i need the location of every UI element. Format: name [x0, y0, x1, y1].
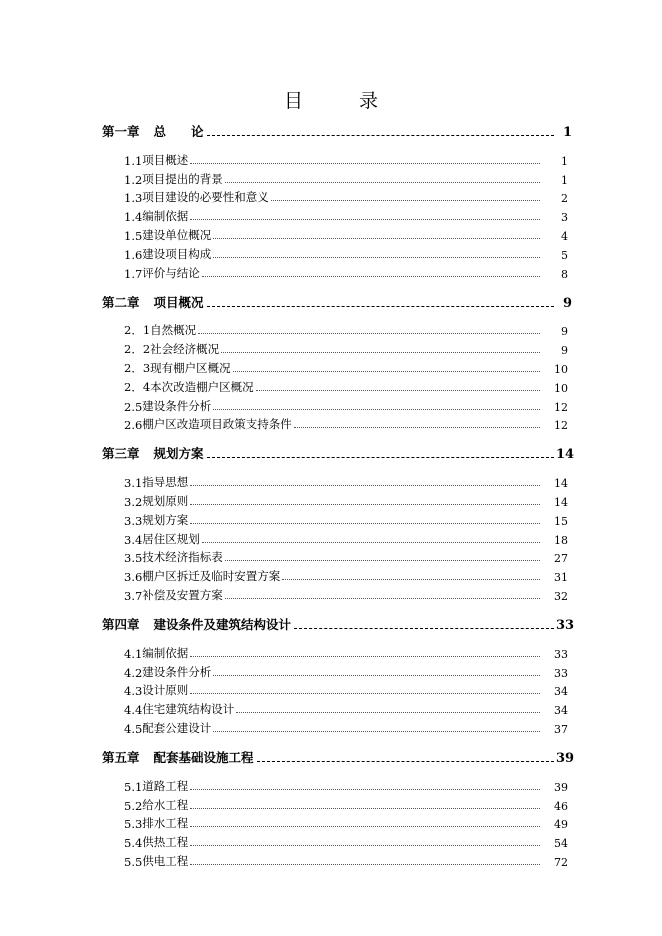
chapter-title: 项目概况	[153, 294, 204, 310]
leader-dots	[225, 598, 540, 599]
section-entry[interactable]	[102, 717, 568, 736]
section-title: 设计原则	[142, 683, 189, 698]
section-number: 3.3	[124, 513, 143, 528]
section-entry[interactable]	[102, 168, 568, 187]
section-number: 3.6	[124, 570, 143, 585]
leader-dots	[190, 485, 540, 486]
section-number: 5.4	[124, 836, 143, 851]
chapter-entry[interactable]	[102, 613, 575, 633]
chapter-entry[interactable]	[102, 120, 572, 140]
chapter-title: 建设条件及建筑结构设计	[153, 616, 292, 632]
section-title: 自然概况	[150, 323, 197, 338]
chapter-label: 第四章	[102, 616, 140, 632]
leader-dots	[190, 504, 540, 505]
section-title: 建设条件分析	[142, 664, 212, 679]
section-entry[interactable]	[102, 698, 568, 717]
section-entry[interactable]	[102, 565, 568, 584]
section-title: 道路工程	[142, 778, 189, 793]
section-page-number: 14	[554, 477, 568, 491]
section-number: 5.3	[124, 817, 143, 832]
leader-dots	[221, 352, 540, 353]
section-entry[interactable]	[102, 224, 568, 243]
leader-dots	[271, 200, 540, 201]
section-page-number: 12	[554, 400, 568, 414]
section-title: 现有棚户区概况	[150, 360, 231, 375]
leader-dots	[190, 845, 540, 846]
section-entry[interactable]	[102, 320, 568, 339]
leader-dots	[213, 731, 540, 732]
table-of-contents	[102, 120, 575, 875]
section-number: 4.1	[124, 646, 143, 661]
section-page-number: 10	[554, 381, 568, 395]
section-entry[interactable]	[102, 414, 568, 433]
section-title: 建设条件分析	[142, 398, 212, 413]
section-number: 4.2	[124, 665, 143, 680]
leader-line	[207, 457, 554, 458]
section-page-number: 33	[554, 666, 568, 680]
title-char-right: 录	[359, 90, 379, 112]
section-number: 2．3	[124, 360, 151, 375]
section-number: 3.2	[124, 494, 143, 509]
section-title: 项目提出的背景	[142, 171, 223, 186]
section-number: 2.5	[124, 399, 143, 414]
leader-dots	[225, 182, 540, 183]
section-number: 1.4	[124, 210, 143, 225]
section-title: 建设单位概况	[142, 227, 212, 242]
leader-dots	[202, 276, 540, 277]
section-number: 2．4	[124, 379, 151, 394]
section-title: 住宅建筑结构设计	[142, 702, 235, 717]
chapter-page-number: 9	[562, 295, 572, 311]
section-number: 2．2	[124, 342, 151, 357]
section-number: 1.5	[124, 228, 143, 243]
leader-dots	[190, 693, 540, 694]
section-page-number: 4	[561, 229, 568, 243]
chapter-label: 第五章	[102, 749, 140, 765]
section-number: 5.5	[124, 854, 143, 869]
section-entry[interactable]	[102, 338, 568, 357]
section-number: 2.6	[124, 418, 143, 433]
section-entry[interactable]	[102, 794, 568, 813]
leader-dots	[198, 333, 540, 334]
section-number: 5.1	[124, 779, 143, 794]
leader-dots	[294, 427, 540, 428]
section-page-number: 39	[554, 780, 568, 794]
leader-dots	[213, 675, 540, 676]
section-title: 编制依据	[142, 645, 189, 660]
section-number: 4.3	[124, 684, 143, 699]
leader-dots	[213, 238, 540, 239]
section-entry[interactable]	[102, 850, 568, 869]
section-number: 4.5	[124, 721, 143, 736]
leader-dots	[202, 542, 540, 543]
section-page-number: 33	[554, 647, 568, 661]
leader-line	[257, 761, 554, 762]
section-number: 1.7	[124, 266, 143, 281]
leader-dots	[190, 808, 540, 809]
section-number: 1.1	[124, 153, 143, 168]
section-entry[interactable]	[102, 187, 568, 206]
section-number: 3.4	[124, 532, 143, 547]
section-title: 项目建设的必要性和意义	[142, 190, 269, 205]
section-entry[interactable]	[102, 642, 568, 661]
section-page-number: 49	[554, 818, 568, 832]
section-title: 技术经济指标表	[142, 550, 223, 565]
chapter-entry[interactable]	[102, 442, 575, 463]
section-page-number: 34	[554, 685, 568, 699]
section-number: 2．1	[124, 323, 151, 338]
section-page-number: 15	[554, 514, 568, 528]
section-entry[interactable]	[102, 775, 568, 794]
section-title: 规划方案	[142, 512, 189, 527]
chapter-label: 第三章	[102, 446, 140, 462]
section-title: 编制依据	[142, 209, 189, 224]
section-page-number: 31	[554, 571, 568, 585]
leader-line	[294, 628, 554, 629]
section-entry[interactable]	[102, 509, 568, 528]
leader-line	[207, 306, 554, 307]
section-page-number: 9	[561, 344, 568, 358]
leader-dots	[190, 789, 540, 790]
leader-dots	[190, 163, 540, 164]
section-entry[interactable]	[102, 395, 568, 414]
section-page-number: 54	[554, 837, 568, 851]
section-title: 供电工程	[142, 853, 189, 868]
section-title: 补偿及安置方案	[142, 587, 223, 602]
section-title: 规划原则	[142, 493, 189, 508]
section-page-number: 18	[554, 533, 568, 547]
section-page-number: 46	[554, 799, 568, 813]
section-title: 配套公建设计	[142, 720, 212, 735]
section-entry[interactable]	[102, 149, 568, 168]
chapter-page-number: 39	[556, 750, 575, 766]
section-number: 1.2	[124, 172, 143, 187]
section-page-number: 1	[561, 173, 568, 187]
leader-dots	[190, 219, 540, 220]
section-page-number: 8	[561, 267, 568, 281]
leader-dots	[213, 257, 540, 258]
leader-dots	[190, 656, 540, 657]
leader-dots	[282, 579, 540, 580]
chapter-page-number: 14	[556, 447, 575, 463]
chapter-entry[interactable]	[102, 746, 575, 766]
section-page-number: 14	[554, 495, 568, 509]
section-number: 3.1	[124, 476, 143, 491]
leader-line	[207, 135, 554, 136]
leader-dots	[225, 560, 540, 561]
section-page-number: 34	[554, 704, 568, 718]
section-title: 给水工程	[142, 797, 189, 812]
section-number: 3.7	[124, 588, 143, 603]
section-title: 棚户区拆迁及临时安置方案	[142, 569, 281, 584]
section-entry[interactable]	[102, 205, 568, 224]
section-page-number: 9	[561, 325, 568, 339]
section-page-number: 5	[561, 248, 568, 262]
section-title: 指导思想	[142, 475, 189, 490]
leader-dots	[213, 409, 540, 410]
leader-dots	[190, 826, 540, 827]
section-title: 项目概述	[142, 152, 189, 167]
section-entry[interactable]	[102, 661, 568, 680]
section-page-number: 1	[561, 154, 568, 168]
section-page-number: 2	[561, 192, 568, 206]
leader-dots	[190, 864, 540, 865]
chapter-label: 第一章	[102, 124, 140, 139]
leader-dots	[190, 523, 540, 524]
section-title: 居住区规划	[142, 531, 200, 546]
page-title	[0, 86, 662, 113]
chapter-title: 规划方案	[153, 446, 204, 462]
section-entry[interactable]	[102, 831, 568, 850]
section-number: 4.4	[124, 703, 143, 718]
section-page-number: 27	[554, 552, 568, 566]
section-entry[interactable]	[102, 357, 568, 376]
section-entry[interactable]	[102, 584, 568, 603]
chapter-label: 第二章	[102, 294, 140, 310]
section-title: 供热工程	[142, 835, 189, 850]
title-char-left: 目	[283, 90, 303, 112]
section-number: 1.6	[124, 247, 143, 262]
section-title: 社会经济概况	[150, 342, 220, 357]
section-title: 本次改造棚户区概况	[150, 379, 254, 394]
section-page-number: 32	[554, 589, 568, 603]
section-entry[interactable]	[102, 243, 568, 262]
chapter-page-number: 1	[562, 125, 572, 140]
section-page-number: 12	[554, 419, 568, 433]
leader-dots	[236, 712, 540, 713]
leader-dots	[233, 371, 540, 372]
section-title: 棚户区改造项目政策支持条件	[142, 417, 292, 432]
section-entry[interactable]	[102, 490, 568, 509]
section-entry[interactable]	[102, 528, 568, 547]
section-entry[interactable]	[102, 547, 568, 566]
section-number: 3.5	[124, 551, 143, 566]
section-title: 评价与结论	[142, 265, 200, 280]
chapter-title: 总 论	[153, 124, 204, 139]
section-title: 排水工程	[142, 816, 189, 831]
section-page-number: 72	[554, 855, 568, 869]
section-page-number: 10	[554, 362, 568, 376]
section-number: 1.3	[124, 191, 143, 206]
chapter-page-number: 33	[556, 617, 575, 633]
leader-dots	[256, 390, 540, 391]
chapter-title: 配套基础设施工程	[153, 749, 254, 765]
section-entry[interactable]	[102, 376, 568, 395]
section-page-number: 37	[554, 722, 568, 736]
section-entry[interactable]	[102, 471, 568, 490]
section-entry[interactable]	[102, 813, 568, 832]
section-title: 建设项目构成	[142, 246, 212, 261]
section-entry[interactable]	[102, 680, 568, 699]
section-entry[interactable]	[102, 262, 568, 281]
section-page-number: 3	[561, 211, 568, 225]
section-number: 5.2	[124, 798, 143, 813]
chapter-entry[interactable]	[102, 291, 572, 311]
